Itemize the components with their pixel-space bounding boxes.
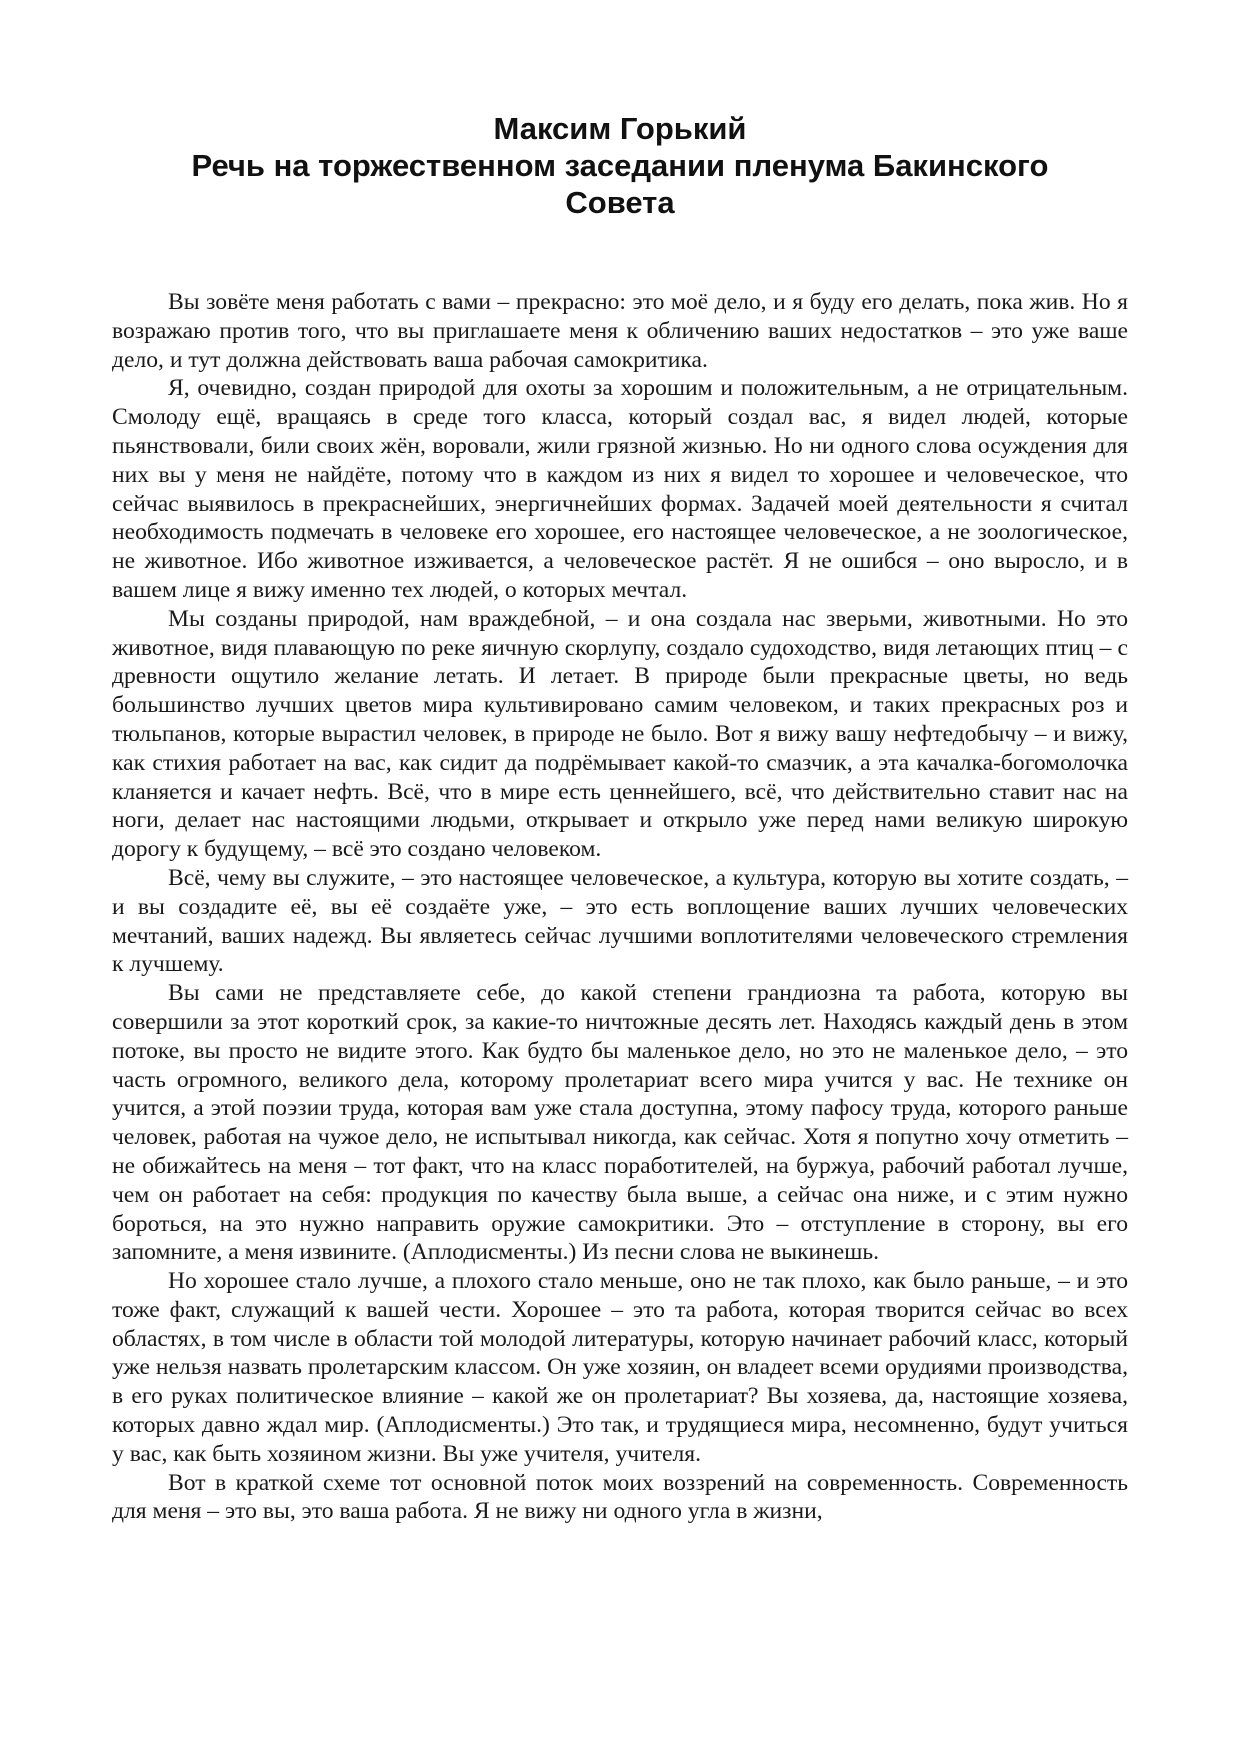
document-title-line-2: Совета [565, 185, 675, 220]
document-body [112, 288, 1128, 1526]
document-header [112, 110, 1128, 221]
paragraph: Всё, чему вы служите, – это настоящее человеческое, а культура, которую вы хотите создать, – и вы создадите её, вы её создаёте уже, – это есть воплощение ваших лучших человеческих мечтаний, ваших надежд. Вы являетесь сейчас лучшими воплотителями человеческого стремления к лучшему. [112, 864, 1128, 978]
paragraph: Я, очевидно, создан природой для охоты за хорошим и положительным, а не отрицательным. Смолоду ещё, вращаясь в среде того класса, который создал вас, я видел людей, которые пьянствовали, били своих жён, воровали, жили грязной жизнью. Но ни одного слова осуждения для них вы у меня не найдёте, потому что в каждом из них я видел то хорошее и человеческое, что сейчас выявилось в прекраснейших, энергичнейших формах. Задачей моей деятельности я считал необходимость подмечать в человеке его хорошее, его настоящее человеческое, а не зоологическое, не животное. Ибо животное изживается, а человеческое растёт. Я не ошибся – оно выросло, и в вашем лице я вижу именно тех людей, о которых мечтал. [112, 375, 1128, 603]
author-name: Максим Горький [493, 111, 747, 146]
paragraph: Вы зовёте меня работать с вами – прекрасно: это моё дело, и я буду его делать, пока жив. Но я возражаю против того, что вы приглашаете меня к обличению ваших недостатков – это уже ваше дело, и тут должна действовать ваша рабочая самокритика. [112, 289, 1128, 373]
paragraph: Мы созданы природой, нам враждебной, – и она создала нас зверьми, животными. Но это животное, видя плавающую по реке яичную скорлупу, создало судоходство, видя летающих птиц – с древности ощутило желание летать. И летает. В природе были прекрасные цветы, но ведь большинство лучших цветов мира культивировано самим человеком, и таких прекрасных роз и тюльпанов, которые вырастил человек, в природе не было. Вот я вижу вашу нефтедобычу – и вижу, как стихия работает на вас, как сидит да подрёмывает какой-то смазчик, а эта качалка-богомолочка кланяется и качает нефть. Всё, что в мире есть ценнейшего, всё, что действительно ставит нас на ноги, делает нас настоящими людьми, открывает и открыло уже перед нами великую широкую дорогу к будущему, – всё это создано человеком. [112, 605, 1128, 863]
paragraph: Вы сами не представляете себе, до какой степени грандиозна та работа, которую вы совершили за этот короткий срок, за какие-то ничтожные десять лет. Находясь каждый день в этом потоке, вы просто не видите этого. Как будто бы маленькое дело, но это не маленькое дело, – это часть огромного, великого дела, которому пролетариат всего мира учится у вас. Не технике он учится, а этой поэзии труда, которая вам уже стала доступна, этому пафосу труда, которого раньше человек, работая на чужое дело, не испытывал никогда, как сейчас. Хотя я попутно хочу отметить – не обижайтесь на меня – тот факт, что на класс поработителей, на буржуа, рабочий работал лучше, чем он работает на себя: продукция по качеству была выше, а сейчас она ниже, и с этим нужно бороться, на это нужно направить оружие самокритики. Это – отступление в сторону, вы его запомните, а меня извините. (Аплодисменты.) Из песни слова не выкинешь. [112, 980, 1128, 1266]
paragraph: Но хорошее стало лучше, а плохого стало меньше, оно не так плохо, как было раньше, – и это тоже факт, служащий к вашей чести. Хорошее – это та работа, которая творится сейчас во всех областях, в том числе в области той молодой литературы, которую начинает рабочий класс, который уже нельзя назвать пролетарским классом. Он уже хозяин, он владеет всеми орудиями производства, в его руках политическое влияние – какой же он пролетариат? Вы хозяева, да, настоящие хозяева, которых давно ждал мир. (Аплодисменты.) Это так, и трудящиеся мира, несомненно, будут учиться у вас, как быть хозяином жизни. Вы уже учителя, учителя. [112, 1268, 1128, 1467]
document-title-line-1: Речь на торжественном заседании пленума Бакинского [191, 148, 1049, 183]
paragraph: Вот в краткой схеме тот основной поток моих воззрений на современность. Современность для меня – это вы, это ваша работа. Я не вижу ни одного угла в жизни, [112, 1469, 1128, 1525]
